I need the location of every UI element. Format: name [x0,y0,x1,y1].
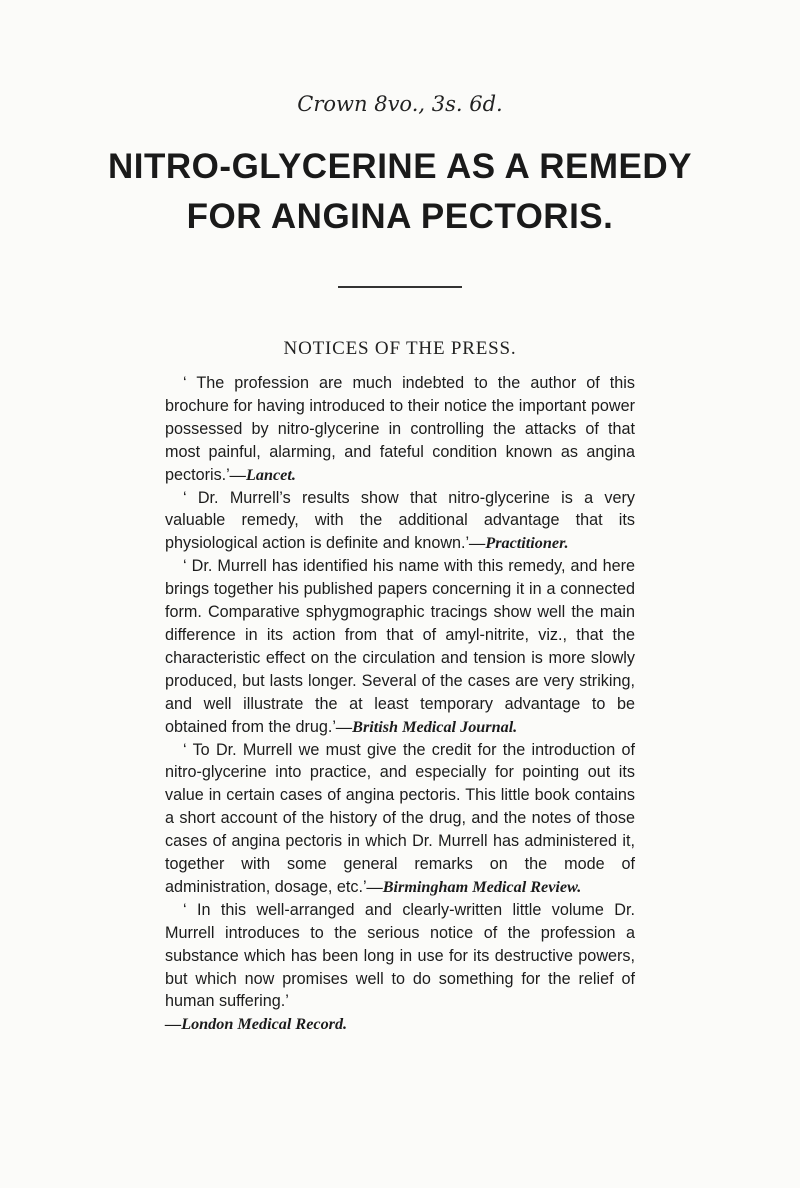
notice-quote: ‘ Dr. Murrell has identified his name with this remedy, and here brings together his published papers concerning it in a connected form. Comparative sphygmographic tracings show well the main difference in its action from that of amyl-nitrite, viz., that the characteristic effect on the circulation and tension is more slowly produced, but lasts longer. Several of the cases are very striking, and well illustrate the at least temporary advantage to be obtained from the drug.’ [165,557,635,736]
press-notice [165,372,635,487]
notice-source: —Lancet. [229,465,296,484]
notice-source: —London Medical Record. [165,1015,348,1034]
press-notice [165,739,635,899]
notice-source: —Practitioner. [469,534,569,553]
notice-source: —Birmingham Medical Review. [366,877,582,896]
notice-quote: ‘ To Dr. Murrell we must give the credit for the introduction of nitro-glycerine into practice, and especially for pointing out its value in certain cases of angina pectoris. This little book contains a short account of the history of the drug, and the notes of those cases of angina pectoris in which Dr. Murrell has administered it, together with some general remarks on the mode of administration, dosage, etc.’ [165,740,635,896]
press-notice [165,555,635,738]
book-title-line-1: NITRO-GLYCERINE AS A REMEDY [108,147,692,186]
divider-rule [338,286,462,288]
notice-quote: ‘ The profession are much indebted to the author of this brochure for having introduced to their notice the important power possessed by nitro-glycerine in controlling the attacks of that most painful, alarming, and fateful condition known as angina pectoris.’ [165,374,635,484]
edition-line: Crown 8vo., 3s. 6d. [297,92,503,116]
notice-quote: ‘ Dr. Murrell’s results show that nitro-glycerine is a very valuable remedy, with the additional advantage that its physiological action is definite and known.’ [165,488,635,553]
book-title [0,142,800,242]
book-title-line-2: FOR ANGINA PECTORIS. [186,197,614,236]
press-notice [165,487,635,556]
press-notices [165,372,635,1036]
notice-quote: ‘ In this well-arranged and clearly-written little volume Dr. Murrell introduces to the serious notice of the profession a substance which has been long in use for its destructive powers, but which now promises well to do something for the relief of human suffering.’ [165,900,635,1011]
press-notice [165,899,635,1036]
notice-source: —British Medical Journal. [335,717,518,736]
section-heading: NOTICES OF THE PRESS. [283,338,517,359]
